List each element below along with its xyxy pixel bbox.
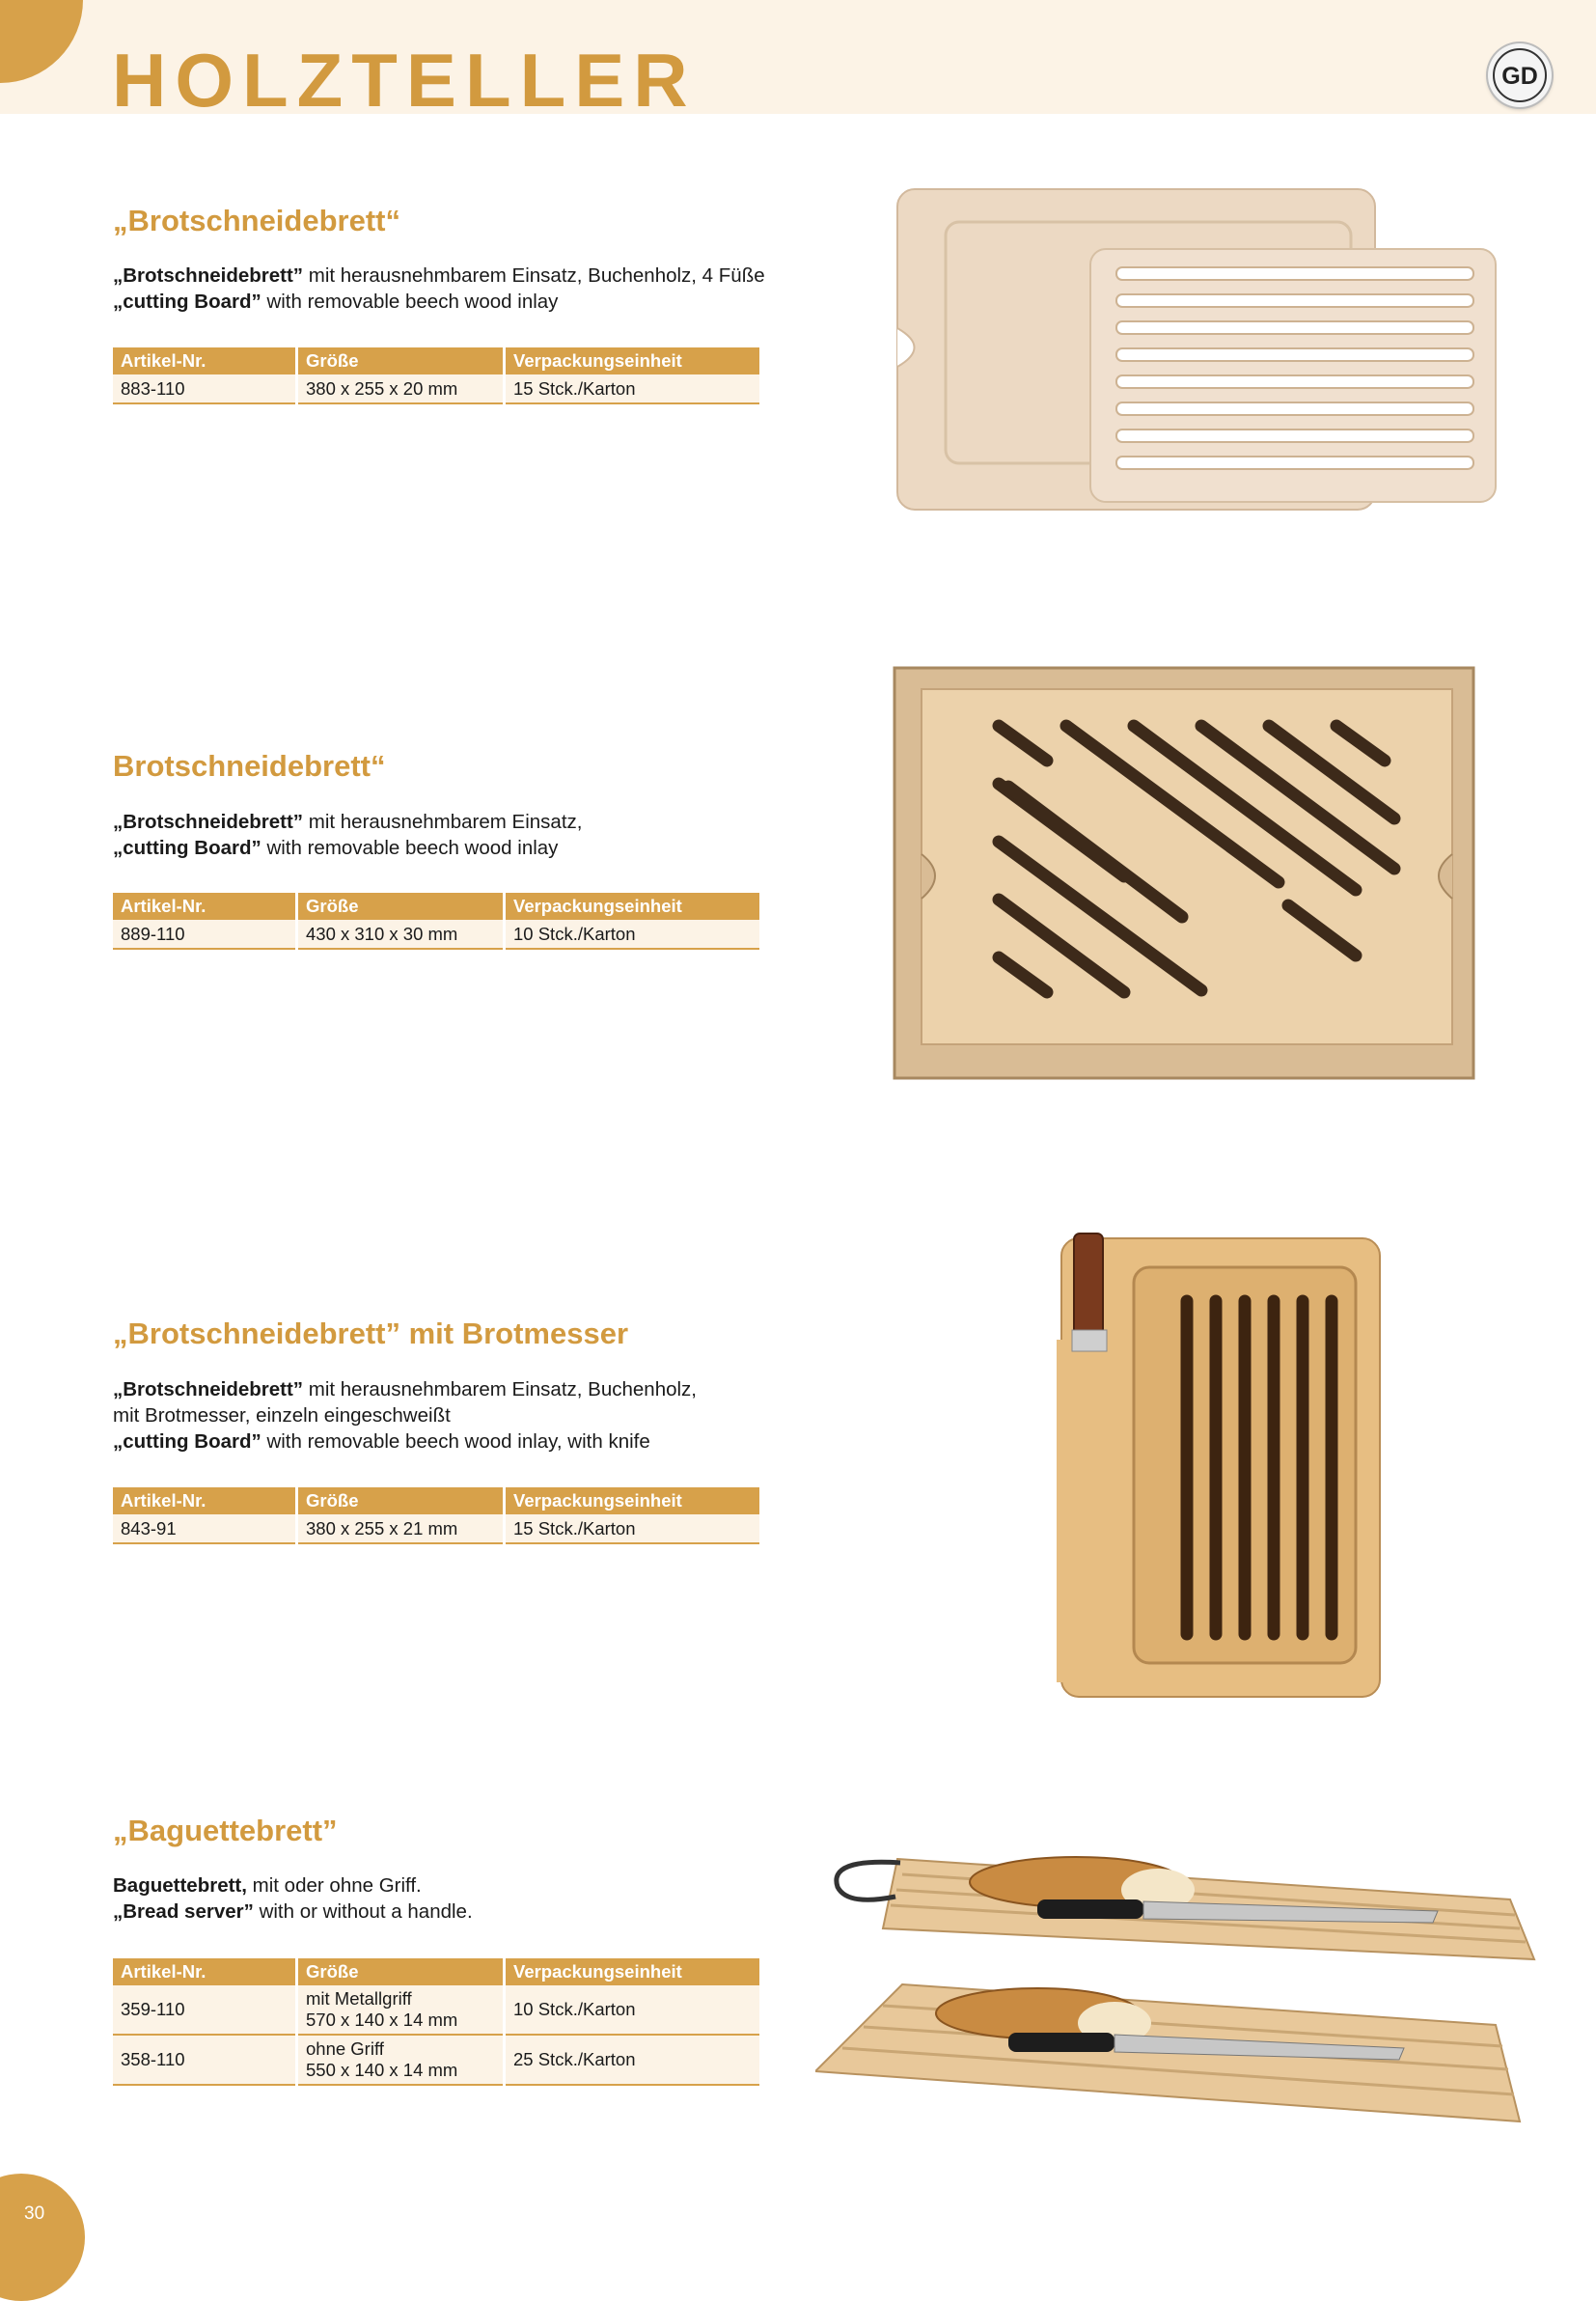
size-cell: [297, 2035, 505, 2085]
bread-board-with-knife-photo: [1057, 1224, 1385, 1702]
packaging-unit: 15 Stck./Karton: [505, 1514, 760, 1543]
header-size: Größe: [297, 347, 505, 374]
description-line: „Brotschneidebrett” mit herausnehmbarem Einsatz,: [113, 811, 583, 833]
size-cell: [297, 1985, 505, 2035]
description-line: „cutting Board” with removable beech wood inlay, with knife: [113, 1430, 650, 1453]
corner-decoration-bottom: [0, 2174, 85, 2301]
brand-logo: [1488, 43, 1552, 107]
spec-row: [113, 374, 759, 403]
size: 570 x 140 x 14 mm: [306, 2010, 458, 2030]
product-description: [113, 263, 765, 315]
header-size: Größe: [297, 1487, 505, 1514]
spec-table: [113, 347, 759, 404]
spec-row: [113, 1985, 759, 2035]
description-line: „cutting Board” with removable beech wood inlay: [113, 837, 559, 859]
bread-board-with-slatted-inlay-photo: [893, 183, 1500, 516]
product-description: [113, 1376, 697, 1455]
header-packaging-unit: Verpackungseinheit: [505, 1958, 760, 1985]
description-line: „Brotschneidebrett” mit herausnehmbarem Einsatz, Buchenholz,: [113, 1378, 697, 1400]
size-note: mit Metallgriff: [306, 1988, 412, 2009]
size: 430 x 310 x 30 mm: [297, 920, 505, 949]
size: 550 x 140 x 14 mm: [306, 2060, 458, 2080]
description-line: „Bread server” with or without a handle.: [113, 1900, 473, 1923]
header-article-no: Artikel-Nr.: [113, 1958, 297, 1985]
product-title: „Baguettebrett”: [113, 1814, 338, 1847]
header-size: Größe: [297, 1958, 505, 1985]
packaging-unit: 25 Stck./Karton: [505, 2035, 760, 2085]
svg-text:GD: GD: [1501, 63, 1538, 90]
page-number: 30: [24, 2204, 45, 2224]
page-title: HOLZTELLER: [112, 38, 697, 123]
header-article-no: Artikel-Nr.: [113, 893, 297, 920]
description-line: „Brotschneidebrett” mit herausnehmbarem Einsatz, Buchenholz, 4 Füße: [113, 264, 765, 287]
header-packaging-unit: Verpackungseinheit: [505, 893, 760, 920]
description-line: Baguettebrett, mit oder ohne Griff.: [113, 1874, 422, 1897]
spec-table: [113, 1487, 759, 1544]
spec-header-row: [113, 1487, 759, 1514]
header-packaging-unit: Verpackungseinheit: [505, 1487, 760, 1514]
spec-header-row: [113, 347, 759, 374]
article-number: 843-91: [113, 1514, 297, 1543]
product-title: „Brotschneidebrett” mit Brotmesser: [113, 1317, 629, 1350]
spec-header-row: [113, 893, 759, 920]
article-number: 889-110: [113, 920, 297, 949]
size: 380 x 255 x 20 mm: [297, 374, 505, 403]
article-number: 358-110: [113, 2035, 297, 2085]
spec-table: [113, 893, 759, 950]
description-line: mit Brotmesser, einzeln eingeschweißt: [113, 1404, 451, 1427]
description-line: „cutting Board” with removable beech wood inlay: [113, 291, 559, 313]
spec-row: [113, 2035, 759, 2085]
product-description: [113, 809, 582, 861]
spec-row: [113, 1514, 759, 1543]
article-number: 359-110: [113, 1985, 297, 2035]
baguette-boards-photo: [815, 1842, 1549, 2160]
product-title: „Brotschneidebrett“: [113, 204, 400, 237]
header-size: Größe: [297, 893, 505, 920]
product-description: [113, 1872, 473, 1925]
product-title: Brotschneidebrett“: [113, 749, 386, 783]
spec-table: [113, 1958, 759, 2086]
spec-row: [113, 920, 759, 949]
header-article-no: Artikel-Nr.: [113, 347, 297, 374]
header-article-no: Artikel-Nr.: [113, 1487, 297, 1514]
size: 380 x 255 x 21 mm: [297, 1514, 505, 1543]
packaging-unit: 10 Stck./Karton: [505, 1985, 760, 2035]
article-number: 883-110: [113, 374, 297, 403]
bread-board-with-diagonal-slots-photo: [893, 666, 1476, 1081]
packaging-unit: 15 Stck./Karton: [505, 374, 760, 403]
packaging-unit: 10 Stck./Karton: [505, 920, 760, 949]
size-note: ohne Griff: [306, 2038, 384, 2059]
header-packaging-unit: Verpackungseinheit: [505, 347, 760, 374]
spec-header-row: [113, 1958, 759, 1985]
